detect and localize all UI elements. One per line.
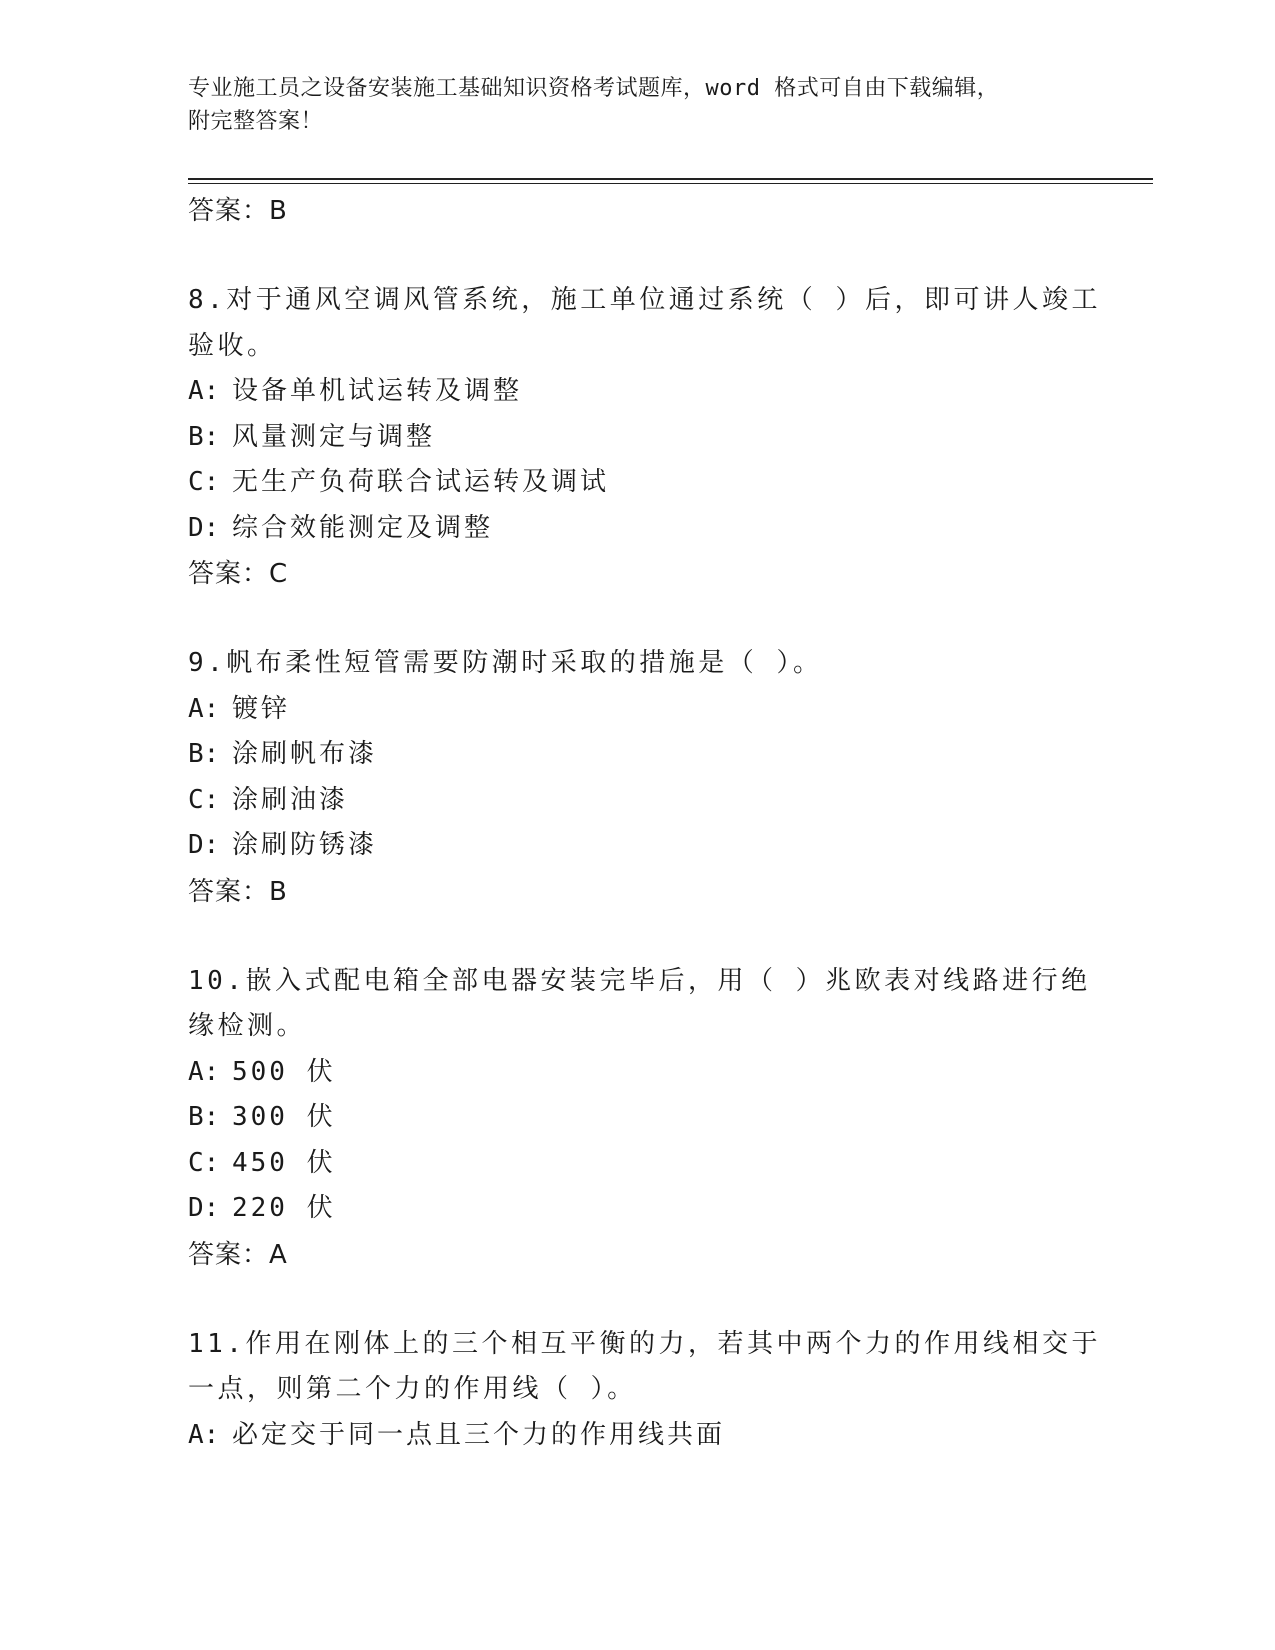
option-letter: D: [188,830,220,860]
option-text: 500 伏 [232,1056,336,1087]
question-text: 9.帆布柔性短管需要防潮时采取的措施是（ ）。 [188,648,823,678]
option-text: 涂刷帆布漆 [232,739,378,769]
option-letter: C: [188,467,220,497]
option-letter: C: [188,784,220,815]
header-rule-thin [188,183,1153,184]
question-block [188,1322,1101,1459]
option-letter: B: [188,1102,220,1132]
option-text: 镀锌 [232,693,291,724]
option-text: 涂刷防锈漆 [232,830,378,860]
answer-option [188,732,1078,778]
question-text: 缘检测。 [188,1011,307,1041]
option-text: 无生产负荷联合试运转及调试 [232,467,610,497]
answer-option [188,778,1078,824]
question-text: 8.对于通风空调风管系统，施工单位通过系统（ ）后，即可讲人竣工 [188,285,1101,315]
question-block [188,278,1101,597]
question-text: 11.作用在刚体上的三个相互平衡的力，若其中两个力的作用线相交于 [188,1328,1101,1359]
option-text: 涂刷油漆 [232,784,349,815]
option-letter: C: [188,1147,220,1178]
option-text: 综合效能测定及调整 [232,512,494,543]
option-letter: A: [188,1056,220,1087]
option-letter: D: [188,512,220,543]
answer-option [188,415,1078,461]
question-text: 一点，则第二个力的作用线（ ）。 [188,1374,637,1404]
option-text: 风量测定与调整 [232,421,436,452]
option-text: 220 伏 [232,1193,336,1223]
question-list [188,188,1101,1458]
header-rule-thick [188,178,1153,180]
question-answer: 答案：C [188,559,289,589]
option-text: 300 伏 [232,1102,336,1132]
answer-option [188,1050,1078,1096]
question-block [188,959,1091,1278]
answer-option [188,823,1078,869]
answer-option [188,506,1078,552]
page-header [188,72,1088,138]
answer-option [188,1186,1078,1232]
option-letter: B: [188,421,220,452]
answer-option [188,369,1078,415]
question-block [188,641,1078,915]
header-line-1: 专业施工员之设备安装施工基础知识资格考试题库，word 格式可自由下载编辑， [188,76,1000,101]
question-text: 10.嵌入式配电箱全部电器安装完毕后，用（ ）兆欧表对线路进行绝 [188,965,1091,996]
header-line-2: 附完整答案！ [188,109,324,134]
answer-option [188,687,1078,733]
question-text: 验收。 [188,330,277,361]
previous-answer: 答案：B [188,196,288,226]
questions-container [188,278,1101,1458]
option-text: 450 伏 [232,1147,336,1178]
question-answer: 答案：B [188,876,288,907]
option-text: 必定交于同一点且三个力的作用线共面 [232,1419,726,1450]
option-letter: B: [188,739,220,769]
option-text: 设备单机试运转及调整 [232,376,523,406]
question-answer: 答案：A [188,1239,288,1270]
option-letter: A: [188,1419,220,1450]
answer-option [188,1413,1078,1459]
option-letter: A: [188,376,220,406]
answer-option [188,460,1078,506]
option-letter: A: [188,693,220,724]
answer-option [188,1141,1078,1187]
option-letter: D: [188,1193,220,1223]
answer-option [188,1095,1078,1141]
